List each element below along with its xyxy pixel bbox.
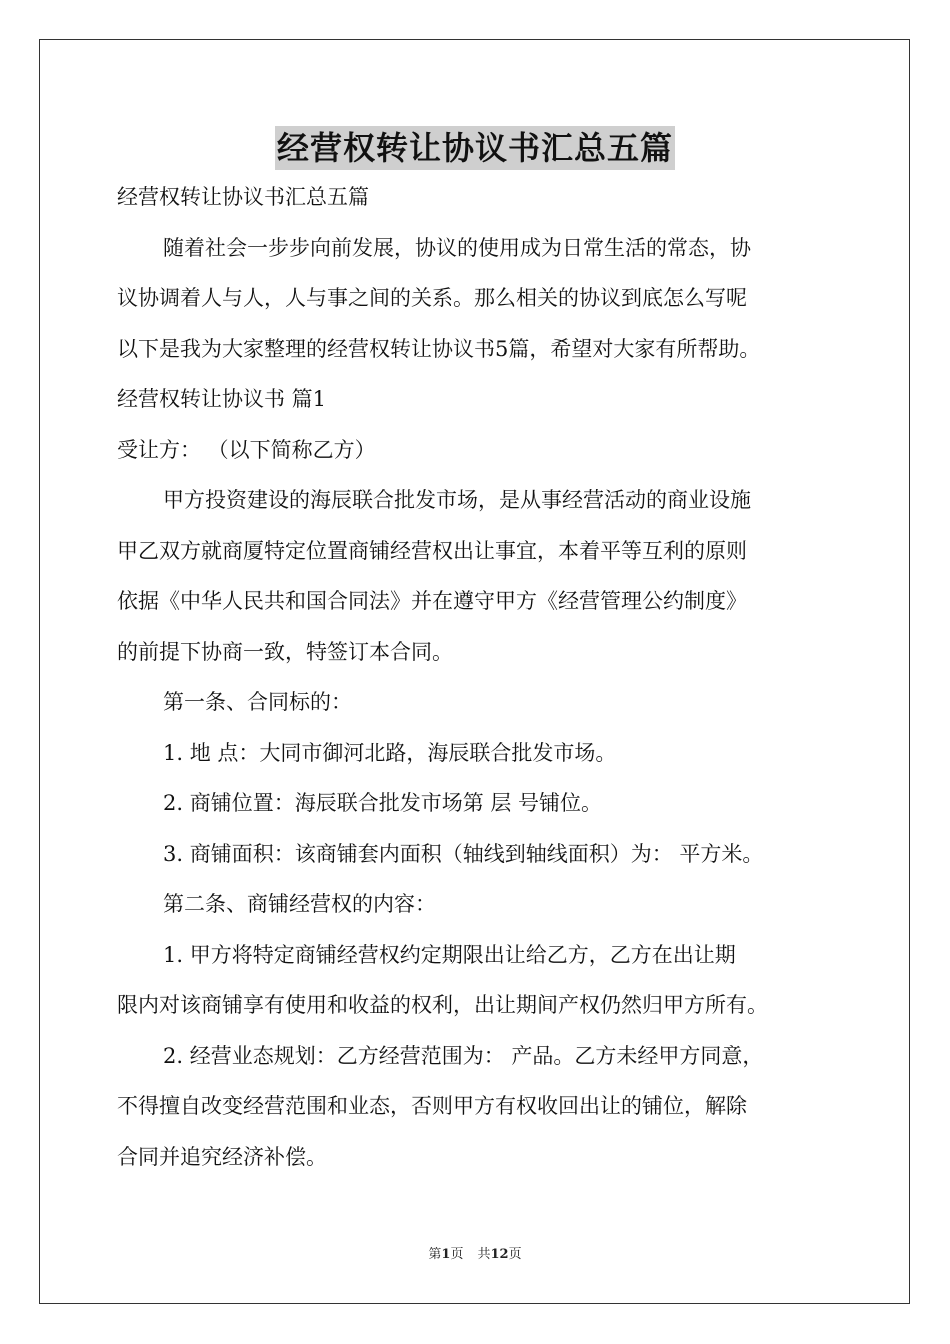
title-wrap xyxy=(0,126,950,170)
clause-heading: 第一条、合同标的： xyxy=(163,690,352,714)
clause-item: 3. 商铺面积：该商铺套内面积（轴线到轴线面积）为： 平方米。 xyxy=(163,841,764,866)
body-line: 合同并追究经济补偿。 xyxy=(117,1144,327,1169)
body-line: 依据《中华人民共和国合同法》并在遵守甲方《经营管理公约制度》 xyxy=(117,589,747,613)
clause-heading: 第二条、商铺经营权的内容： xyxy=(163,892,436,916)
body-line: 受让方： （以下简称乙方） xyxy=(117,437,376,462)
total-suffix: 页 xyxy=(508,1247,522,1262)
clause-item: 1. 甲方将特定商铺经营权约定期限出让给乙方，乙方在出让期 xyxy=(163,942,736,967)
clause-item: 1. 地 点：大同市御河北路，海辰联合批发市场。 xyxy=(163,740,617,765)
document-title: 经营权转让协议书汇总五篇 xyxy=(275,126,675,170)
total-prefix: 共 xyxy=(477,1247,491,1262)
body-line: 以下是我为大家整理的经营权转让协议书5篇，希望对大家有所帮助。 xyxy=(117,336,761,361)
page-footer xyxy=(0,1246,950,1264)
clause-item: 2. 商铺位置：海辰联合批发市场第 层 号铺位。 xyxy=(163,791,603,815)
body-line: 经营权转让协议书汇总五篇 xyxy=(117,185,369,209)
body-line: 甲方投资建设的海辰联合批发市场，是从事经营活动的商业设施 xyxy=(163,488,751,512)
section-heading: 经营权转让协议书 篇1 xyxy=(117,387,327,411)
body-line: 议协调着人与人，人与事之间的关系。那么相关的协议到底怎么写呢 xyxy=(117,286,747,310)
page-prefix: 第 xyxy=(428,1247,442,1262)
page-total: 12 xyxy=(490,1247,509,1262)
body-line: 的前提下协商一致，特签订本合同。 xyxy=(117,639,453,664)
body-line: 随着社会一步步向前发展，协议的使用成为日常生活的常态，协 xyxy=(163,235,751,260)
document-body xyxy=(117,172,847,1182)
clause-item: 2. 经营业态规划：乙方经营范围为： 产品。乙方未经甲方同意， xyxy=(163,1043,764,1068)
body-line: 甲乙双方就商厦特定位置商铺经营权出让事宜，本着平等互利的原则 xyxy=(117,538,747,563)
page-number: 1 xyxy=(441,1247,451,1262)
page-suffix: 页 xyxy=(450,1247,464,1262)
body-line: 限内对该商铺享有使用和收益的权利，出让期间产权仍然归甲方所有。 xyxy=(117,993,768,1017)
body-line: 不得擅自改变经营范围和业态，否则甲方有权收回出让的铺位，解除 xyxy=(117,1094,747,1118)
